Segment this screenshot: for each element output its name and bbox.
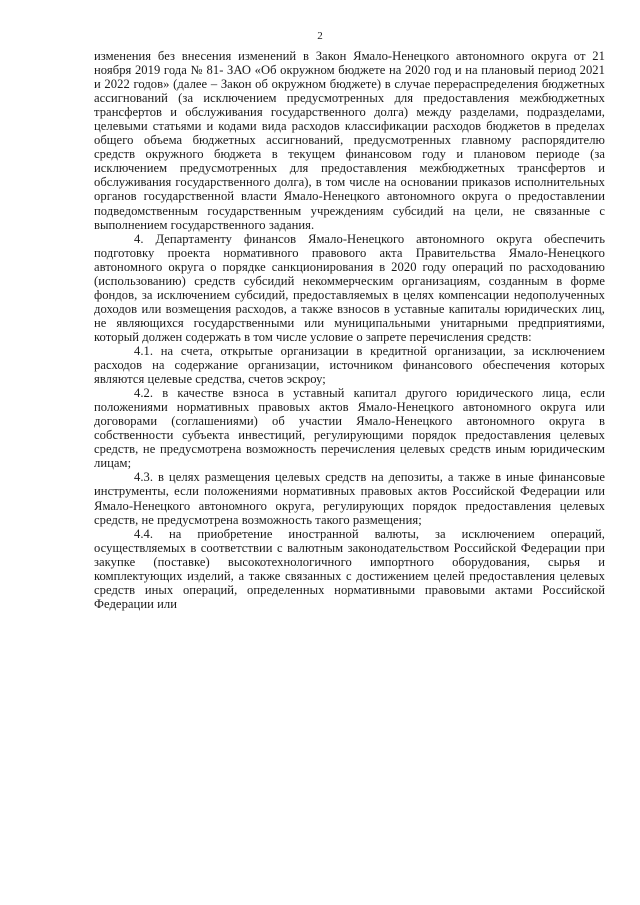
page-number: 2 xyxy=(317,30,323,42)
paragraph-continuation: изменения без внесения изменений в Закон Ямало-Ненецкого автономного округа от 21 ноября 2019 года № 81- ЗАО «Об окружном бюджете на 2020 год и на плановый период 2021 и 2022 годов» (далее – Закон об окружном бюджете) в случае перераспределения бюджетных ассигнований (за исключением предусмотренных для предоставления межбюджетных трансфертов и обслуживания государственного долга) между разделами, подразделами, целевыми статьями и кодами вида расходов классификации расходов бюджетов в пределах общего объема бюджетных ассигнований, предусмотренных главному распорядителю средств окружного бюджета в текущем финансовом году и плановом периоде (за исключением предусмотренных для предоставления межбюджетных трансфертов и обслуживания государственного долга), в том числе на основании приказов исполнительных органов государственной власти Ямало-Ненецкого автономного округа о предоставлении подведомственным государственным учреждениям субсидий на цели, не связанные с выполнением государственного задания. xyxy=(94,49,605,232)
paragraph-item-4-2: 4.2. в качестве взноса в уставный капитал другого юридического лица, если положениями нормативных правовых актов Ямало-Ненецкого автономного округа или договорами (соглашениями) об участии Ямало-Ненецкого автономного округа в собственности субъекта инвестиций, регулирующими порядок предоставления целевых средств, не предусмотрена возможность перечисления целевых средств иным юридическим лицам; xyxy=(94,386,605,471)
paragraph-item-4: 4. Департаменту финансов Ямало-Ненецкого автономного округа обеспечить подготовку проекта нормативного правового акта Правительства Ямало-Ненецкого автономного округа о порядке санкционирования в 2020 году операций по расходованию (использованию) средств субсидий некоммерческим организациям, созданным в форме фондов, за исключением субсидий, предоставляемых в целях компенсации недополученных доходов или возмещения расходов, а также взносов в уставные капиталы юридических лиц, не являющихся государственными или муниципальными унитарными предприятиями, который должен содержать в том числе условие о запрете перечисления средств: xyxy=(94,231,605,344)
paragraph-item-4-1: 4.1. на счета, открытые организации в кредитной организации, за исключением расходов на содержание организации, источником финансового обеспечения которых являются целевые средства, счетов эскроу; xyxy=(94,343,605,387)
paragraph-item-4-4: 4.4. на приобретение иностранной валюты, за исключением операций, осуществляемых в соответствии с валютным законодательством Российской Федерации при закупке (поставке) высокотехнологичного импортного оборудования, сырья и комплектующих изделий, а также связанных с достижением целей предоставления целевых средств иных операций, определенных нормативными правовыми актами Российской Федерации или xyxy=(94,526,605,611)
paragraph-item-4-3: 4.3. в целях размещения целевых средств на депозиты, а также в иные финансовые инструменты, если положениями нормативных правовых актов Российской Федерации или Ямало-Ненецкого автономного округа, регулирующих порядок предоставления целевых средств, не предусмотрена возможность такого размещения; xyxy=(94,470,605,527)
document-body xyxy=(94,49,605,611)
